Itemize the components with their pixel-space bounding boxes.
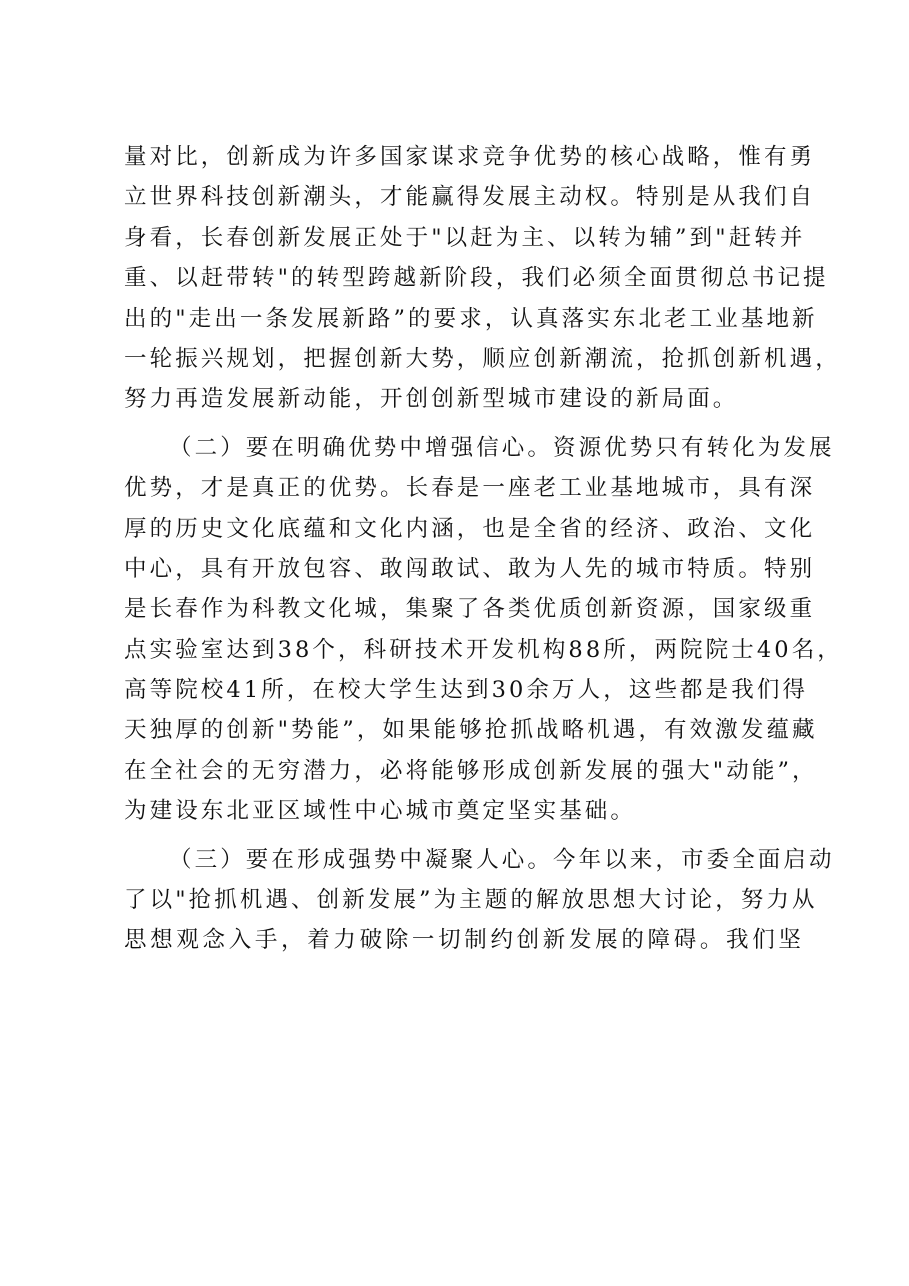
paragraph-2 xyxy=(124,428,843,832)
paragraph-line: 立世界科技创新潮头，才能赢得发展主动权。特别是从我们自 xyxy=(124,184,816,211)
paragraph-line: 中心，具有开放包容、敢闯敢试、敢为人先的城市特质。特别 xyxy=(124,555,816,582)
paragraph-line: 优势，才是真正的优势。长春是一座老工业基地城市，具有深 xyxy=(124,475,816,502)
paragraph-line: 厚的历史文化底蕴和文化内涵，也是全省的经济、政治、文化 xyxy=(124,515,816,542)
paragraph-first-line: （二）要在明确优势中增强信心。资源优势只有转化为发展 xyxy=(169,434,835,461)
paragraph-line: 高等院校41所，在校大学生达到30余万人，这些都是我们得 xyxy=(124,677,809,704)
paragraph-gap xyxy=(124,832,804,840)
paragraph-line: 了以"抢抓机遇、创新发展”为主题的解放思想大讨论，努力从 xyxy=(124,887,818,914)
paragraph-line: 思想观念入手，着力破除一切制约创新发展的障碍。我们坚 xyxy=(124,927,804,954)
paragraph-line: 重、以赶带转"的转型跨越新阶段，我们必须全面贯彻总书记提 xyxy=(124,265,829,292)
paragraph-line: 一轮振兴规划，把握创新大势，顺应创新潮流，抢抓创新机遇， xyxy=(124,345,841,372)
paragraph-line: 出的"走出一条发展新路”的要求，认真落实东北老工业基地新 xyxy=(124,305,818,332)
paragraph-line: 努力再造发展新动能，开创创新型城市建设的新局面。 xyxy=(124,386,739,413)
paragraph-line: 为建设东北亚区域性中心城市奠定坚实基础。 xyxy=(124,798,637,825)
paragraph-line: 是长春作为科教文化城，集聚了各类优质创新资源，国家级重 xyxy=(124,596,816,623)
paragraph-1 xyxy=(124,137,841,420)
paragraph-line: 量对比，创新成为许多国家谋求竞争优势的核心战略，惟有勇 xyxy=(124,144,816,170)
paragraph-gap xyxy=(124,420,804,428)
paragraph-first-line: （三）要在形成强势中凝聚人心。今年以来，市委全面启动 xyxy=(169,846,835,873)
paragraph-line: 在全社会的无穷潜力，必将能够形成创新发展的强大"动能”， xyxy=(124,757,818,784)
document-body xyxy=(124,137,843,961)
paragraph-line: 身看，长春创新发展正处于"以赶为主、以转为辅”到"赶转并 xyxy=(124,224,806,251)
paragraph-3 xyxy=(124,840,835,961)
paragraph-line: 天独厚的创新"势能”，如果能够抢抓战略机遇，有效激发蕴藏 xyxy=(124,717,818,744)
paragraph-line: 点实验室达到38个，科研技术开发机构88所，两院院士40名， xyxy=(124,636,843,663)
